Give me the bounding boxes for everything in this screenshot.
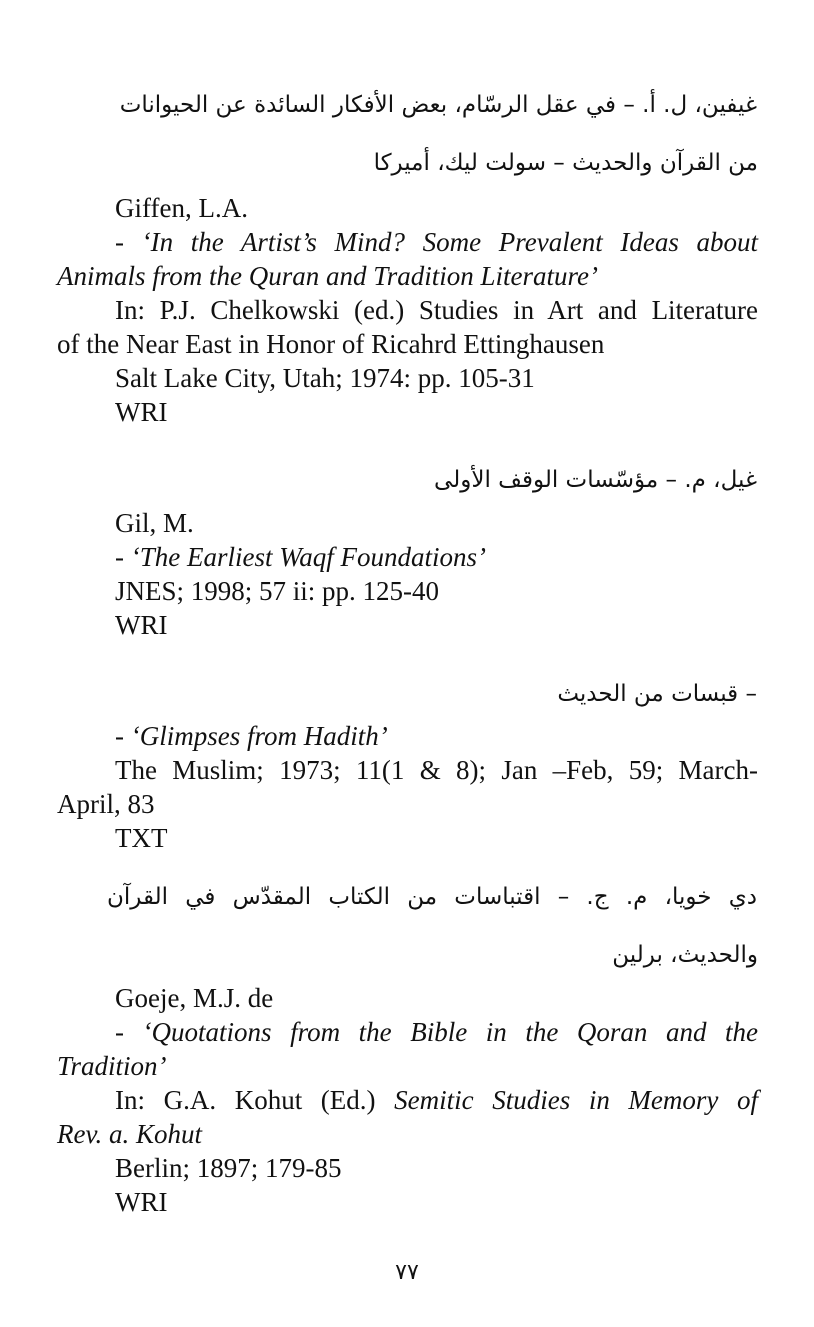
in-goeje-prefix: In: G.A. Kohut (Ed.) bbox=[115, 1085, 395, 1115]
code-glimpses: TXT bbox=[115, 823, 168, 853]
title-goeje-line1: - ‘Quotations from the Bible in the Qoran and the bbox=[115, 1017, 758, 1047]
code-gil: WRI bbox=[115, 610, 168, 640]
in-goeje-italic: Semitic Studies in Memory of bbox=[394, 1085, 758, 1115]
title-gil: - ‘The Earliest Waqf Foundations’ bbox=[115, 542, 486, 572]
arabic-heading-gil: غيل، م. – مؤسّسات الوقف الأولى bbox=[434, 467, 757, 493]
arabic-heading-goeje-line2: والحديث، برلين bbox=[612, 942, 758, 968]
pub-gil: JNES; 1998; 57 ii: pp. 125-40 bbox=[115, 576, 440, 606]
author-goeje: Goeje, M.J. de bbox=[115, 983, 274, 1013]
in-giffen-line1: In: P.J. Chelkowski (ed.) Studies in Art and Literature bbox=[115, 295, 758, 325]
title-goeje-line2: Tradition’ bbox=[57, 1051, 167, 1081]
arabic-heading-giffen-line2: من القرآن والحديث – سولت ليك، أميركا bbox=[373, 150, 758, 176]
title-glimpses: - ‘Glimpses from Hadith’ bbox=[115, 721, 388, 751]
pub-glimpses-line1: The Muslim; 1973; 11(1 & 8); Jan –Feb, 59; March- bbox=[115, 755, 758, 785]
pub-goeje: Berlin; 1897; 179-85 bbox=[115, 1153, 342, 1183]
arabic-heading-giffen-line1: غيفين، ل. أ. – في عقل الرسّام، بعض الأفكار السائدة عن الحيوانات bbox=[119, 92, 757, 118]
in-goeje-line2: Rev. a. Kohut bbox=[57, 1119, 202, 1149]
arabic-heading-glimpses: – قبسات من الحديث bbox=[557, 681, 757, 707]
author-gil: Gil, M. bbox=[115, 508, 194, 538]
page-number: ٧٧ bbox=[395, 1260, 419, 1285]
title-giffen-line2: Animals from the Quran and Tradition Literature’ bbox=[57, 261, 599, 291]
in-giffen-line2: of the Near East in Honor of Ricahrd Ettinghausen bbox=[57, 329, 605, 359]
title-giffen-line1: - ‘In the Artist’s Mind? Some Prevalent Ideas about bbox=[115, 227, 758, 257]
code-goeje: WRI bbox=[115, 1187, 168, 1217]
pub-giffen: Salt Lake City, Utah; 1974: pp. 105-31 bbox=[115, 363, 535, 393]
pub-glimpses-line2: April, 83 bbox=[57, 789, 155, 819]
author-giffen: Giffen, L.A. bbox=[115, 193, 248, 223]
code-giffen: WRI bbox=[115, 397, 168, 427]
in-goeje-line1 bbox=[115, 1083, 758, 1117]
arabic-heading-goeje-line1: دي خويا، م. ج. – اقتباسات من الكتاب المقدّس في القرآن bbox=[107, 884, 757, 910]
